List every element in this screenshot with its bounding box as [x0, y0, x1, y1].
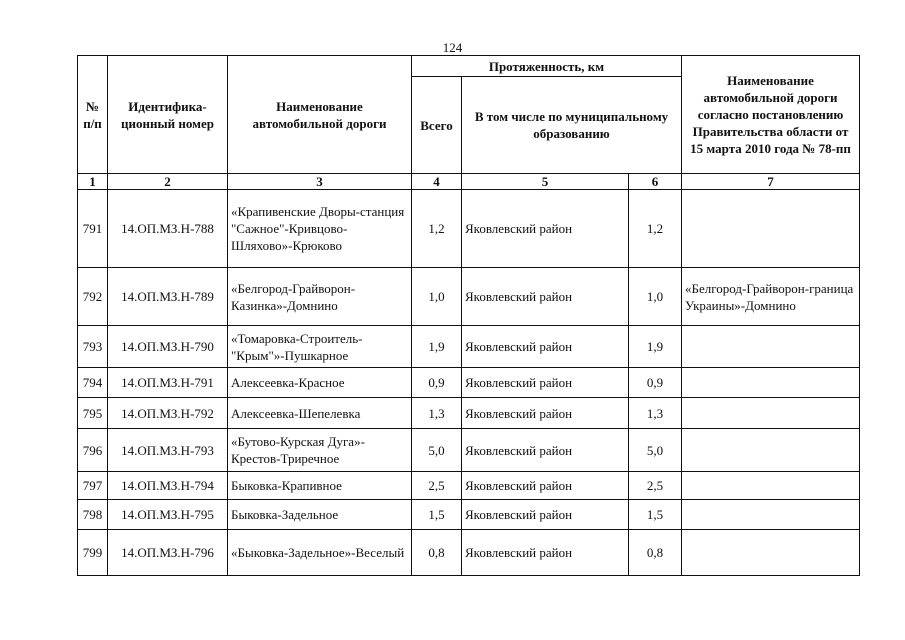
- cell-part: 2,5: [629, 472, 682, 500]
- table-row: [78, 429, 860, 472]
- cell-id: 14.ОП.МЗ.Н-795: [108, 500, 228, 530]
- cell-id: 14.ОП.МЗ.Н-788: [108, 190, 228, 268]
- cell-name: Быковка-Крапивное: [228, 472, 412, 500]
- cell-district: Яковлевский район: [462, 429, 629, 472]
- cell-part: 1,0: [629, 268, 682, 326]
- cell-decree: «Белгород-Грайворон-граница Украины»-Домнино: [682, 268, 860, 326]
- cell-decree: [682, 398, 860, 429]
- cell-decree: [682, 190, 860, 268]
- cell-id: 14.ОП.МЗ.Н-791: [108, 368, 228, 398]
- cell-total: 1,9: [412, 326, 462, 368]
- cell-name: Алексеевка-Красное: [228, 368, 412, 398]
- cell-name: «Томаровка-Строитель-"Крым"»-Пушкарное: [228, 326, 412, 368]
- table-row: [78, 190, 860, 268]
- cell-decree: [682, 326, 860, 368]
- cell-name: «Белгород-Грайворон-Казинка»-Домнино: [228, 268, 412, 326]
- cell-decree: [682, 472, 860, 500]
- cell-district: Яковлевский район: [462, 190, 629, 268]
- cell-district: Яковлевский район: [462, 398, 629, 429]
- header-name: Наименование автомобильной дороги: [228, 56, 412, 174]
- cell-id: 14.ОП.МЗ.Н-794: [108, 472, 228, 500]
- page-number: 124: [442, 40, 463, 55]
- header-decree: Наименование автомобильной дороги согласно постановлению Правительства области от 15 марта 2010 года № 78-пп: [682, 56, 860, 174]
- col-number: 4: [412, 174, 462, 190]
- cell-num: 797: [78, 472, 108, 500]
- col-number: 2: [108, 174, 228, 190]
- cell-part: 0,9: [629, 368, 682, 398]
- cell-total: 1,5: [412, 500, 462, 530]
- cell-num: 791: [78, 190, 108, 268]
- cell-num: 796: [78, 429, 108, 472]
- cell-total: 1,2: [412, 190, 462, 268]
- cell-num: 798: [78, 500, 108, 530]
- cell-part: 1,2: [629, 190, 682, 268]
- cell-id: 14.ОП.МЗ.Н-789: [108, 268, 228, 326]
- cell-part: 1,5: [629, 500, 682, 530]
- cell-num: 795: [78, 398, 108, 429]
- cell-district: Яковлевский район: [462, 368, 629, 398]
- cell-name: «Крапивенские Дворы-станция "Сажное"-Кривцово-Шляхово»-Крюково: [228, 190, 412, 268]
- col-number: 5: [462, 174, 629, 190]
- header-total: Всего: [412, 77, 462, 174]
- cell-part: 5,0: [629, 429, 682, 472]
- cell-total: 0,9: [412, 368, 462, 398]
- cell-id: 14.ОП.МЗ.Н-793: [108, 429, 228, 472]
- cell-part: 1,3: [629, 398, 682, 429]
- cell-total: 1,3: [412, 398, 462, 429]
- cell-id: 14.ОП.МЗ.Н-792: [108, 398, 228, 429]
- roads-table: [77, 55, 860, 576]
- cell-decree: [682, 368, 860, 398]
- cell-district: Яковлевский район: [462, 268, 629, 326]
- cell-decree: [682, 530, 860, 576]
- table-row: [78, 472, 860, 500]
- table-row: [78, 530, 860, 576]
- cell-num: 792: [78, 268, 108, 326]
- col-number: 7: [682, 174, 860, 190]
- cell-total: 1,0: [412, 268, 462, 326]
- header-including: В том числе по муниципальному образованию: [462, 77, 682, 174]
- col-number: 3: [228, 174, 412, 190]
- cell-district: Яковлевский район: [462, 472, 629, 500]
- table-row: [78, 500, 860, 530]
- cell-total: 2,5: [412, 472, 462, 500]
- cell-num: 794: [78, 368, 108, 398]
- cell-num: 793: [78, 326, 108, 368]
- cell-name: Алексеевка-Шепелевка: [228, 398, 412, 429]
- table-row: [78, 398, 860, 429]
- cell-district: Яковлевский район: [462, 326, 629, 368]
- header-length: Протяженность, км: [412, 56, 682, 77]
- cell-district: Яковлевский район: [462, 530, 629, 576]
- table-row: [78, 268, 860, 326]
- cell-num: 799: [78, 530, 108, 576]
- cell-name: «Бутово-Курская Дуга»-Крестов-Триречное: [228, 429, 412, 472]
- cell-total: 0,8: [412, 530, 462, 576]
- header-num: № п/п: [78, 56, 108, 174]
- cell-district: Яковлевский район: [462, 500, 629, 530]
- cell-name: Быковка-Задельное: [228, 500, 412, 530]
- cell-name: «Быковка-Задельное»-Веселый: [228, 530, 412, 576]
- table-row: [78, 368, 860, 398]
- cell-total: 5,0: [412, 429, 462, 472]
- cell-decree: [682, 500, 860, 530]
- cell-id: 14.ОП.МЗ.Н-790: [108, 326, 228, 368]
- column-number-row: [78, 174, 860, 190]
- col-number: 1: [78, 174, 108, 190]
- cell-part: 1,9: [629, 326, 682, 368]
- cell-part: 0,8: [629, 530, 682, 576]
- header-id: Идентифика-ционный номер: [108, 56, 228, 174]
- cell-id: 14.ОП.МЗ.Н-796: [108, 530, 228, 576]
- col-number: 6: [629, 174, 682, 190]
- cell-decree: [682, 429, 860, 472]
- table-row: [78, 326, 860, 368]
